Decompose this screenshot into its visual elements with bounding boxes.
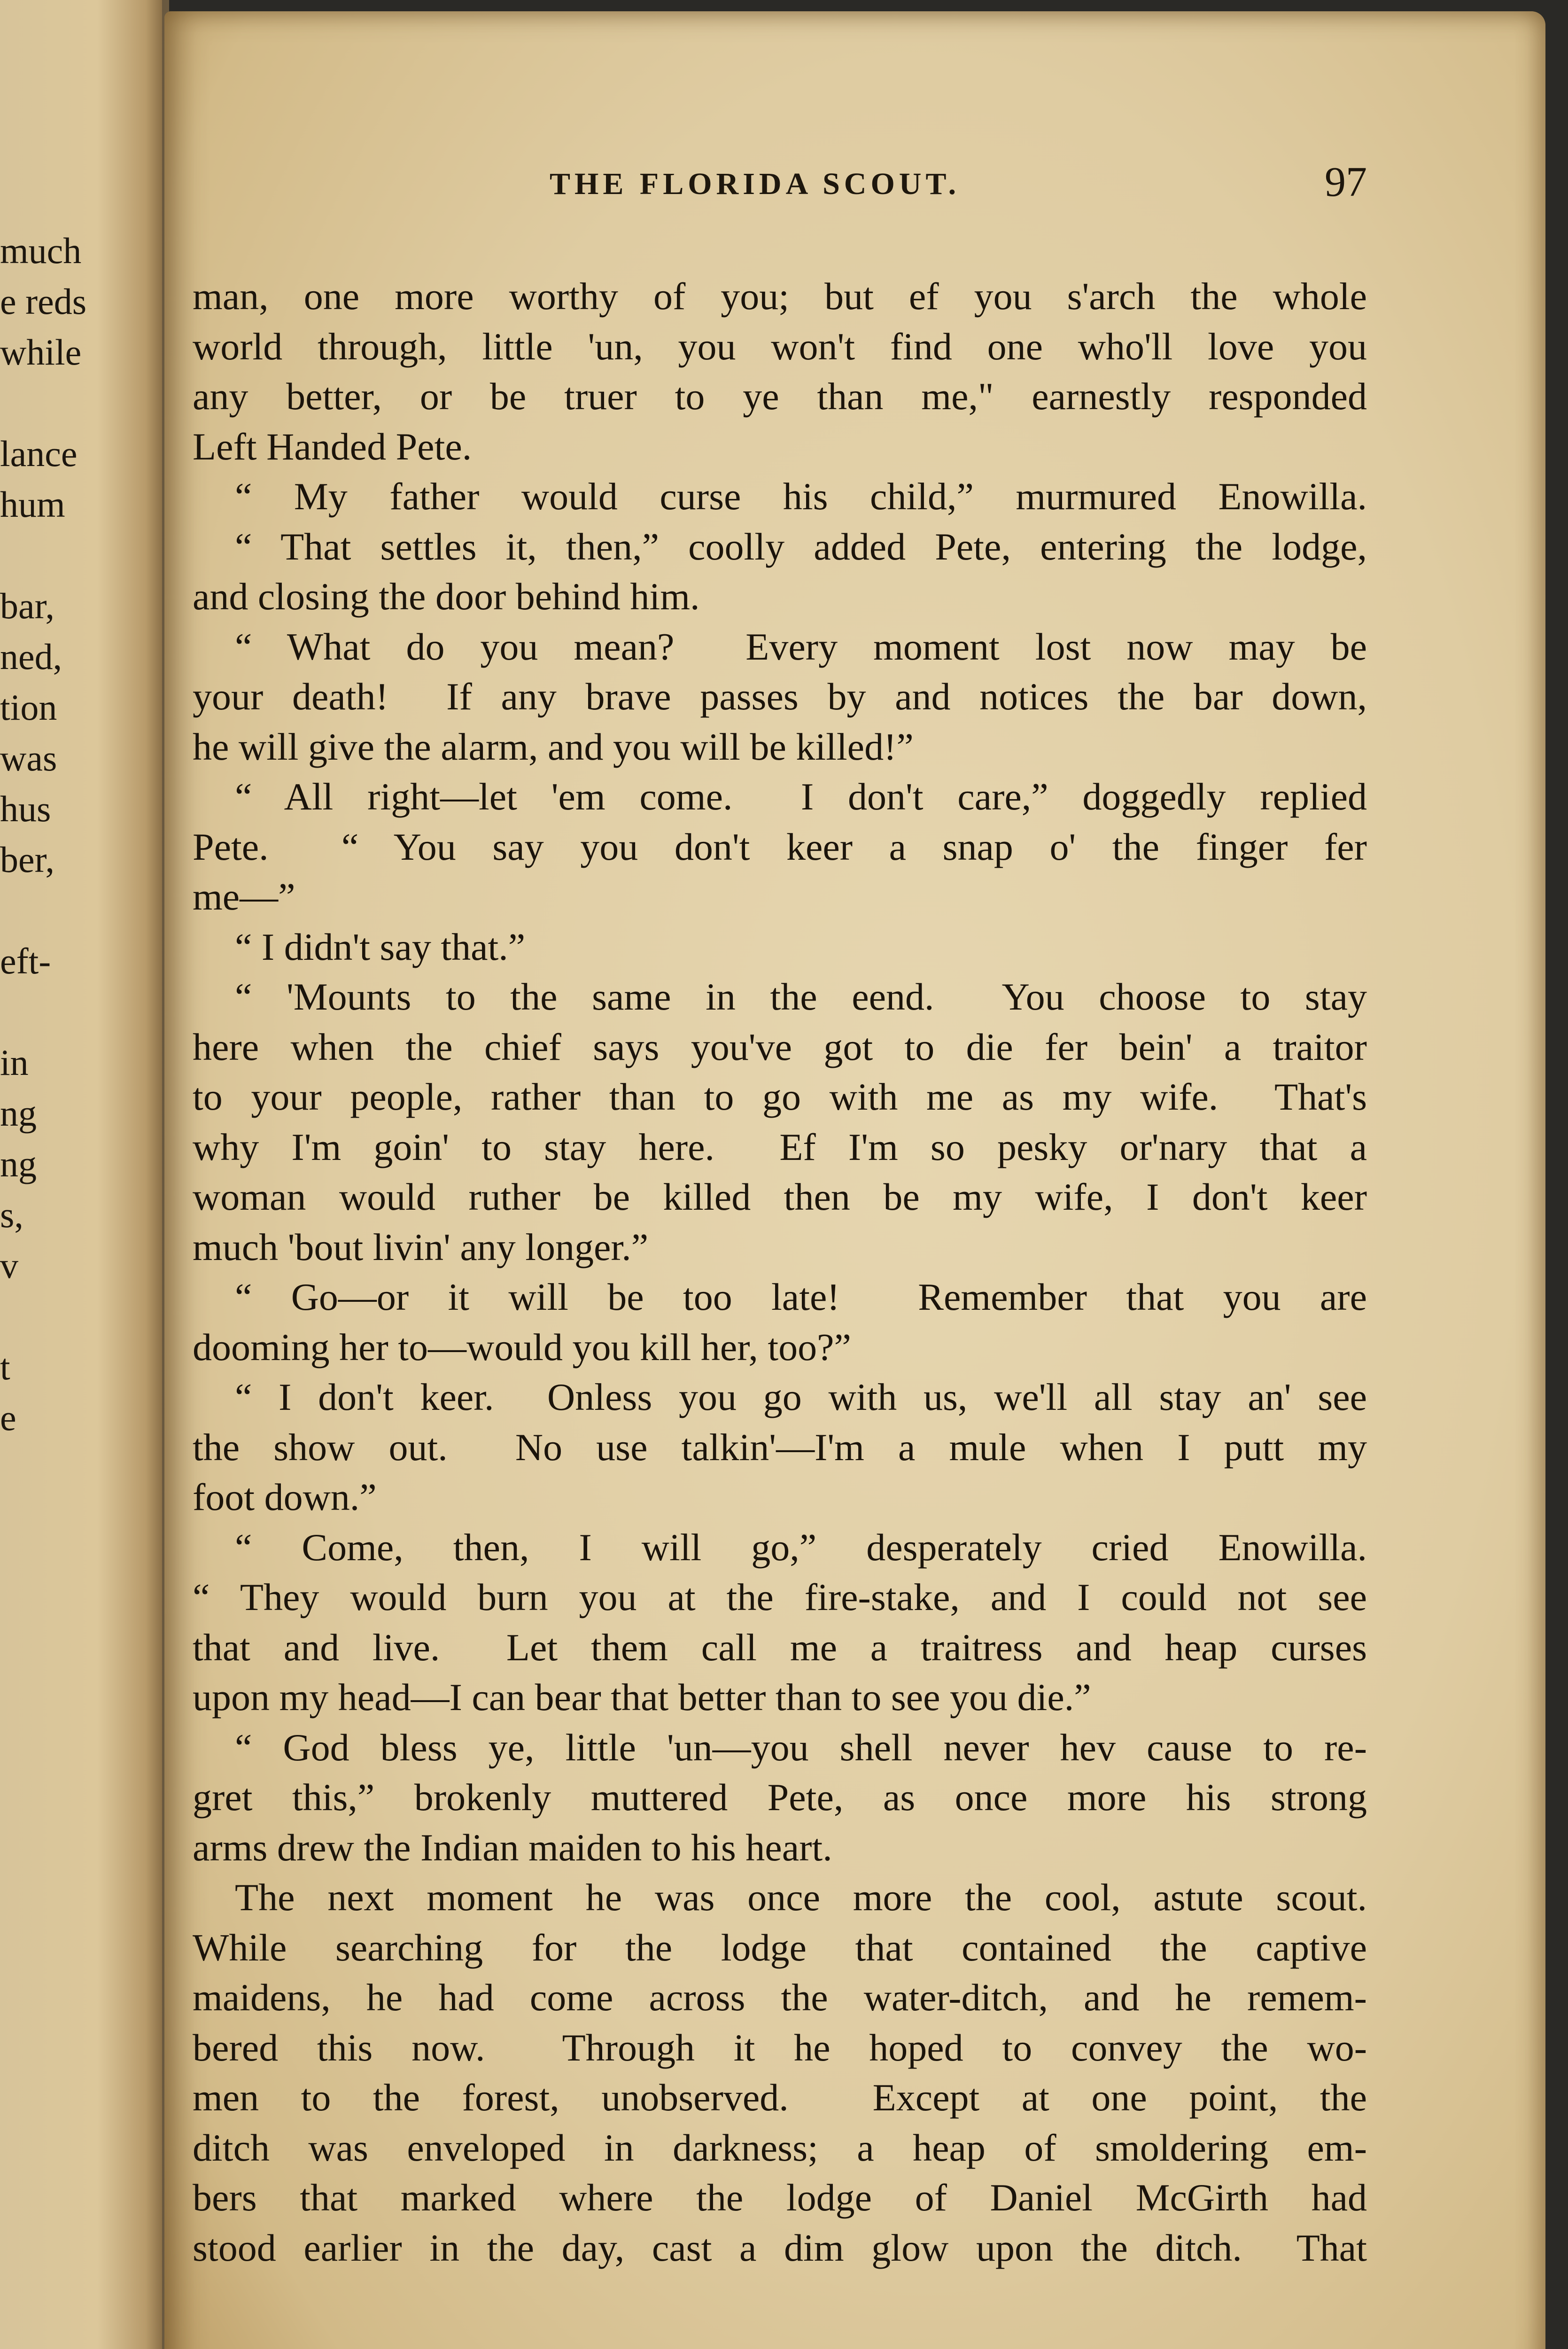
text-line: maidens, he had come across the water-ditch, and he remem- xyxy=(193,1976,1367,2019)
text-line: foot down.” xyxy=(193,1476,377,1518)
left-page-fragment: much xyxy=(0,230,82,271)
text-line: he will give the alarm, and you will be killed!” xyxy=(193,725,914,768)
text-line: “ My father would curse his child,” murmured Enowilla. xyxy=(235,475,1367,518)
left-page-fragment xyxy=(0,885,86,936)
text-line: ditch was enveloped in darkness; a heap of smoldering em- xyxy=(193,2126,1367,2169)
text-line: your death! If any brave passes by and notices the bar down, xyxy=(193,675,1367,718)
text-line: why I'm goin' to stay here. Ef I'm so pesky or'nary that a xyxy=(193,1126,1367,1168)
text-line: world through, little 'un, you won't find one who'll love you xyxy=(193,325,1367,368)
text-line: me—” xyxy=(193,875,295,918)
left-page-fragment: ng xyxy=(0,1093,37,1134)
left-page-fragment: lance xyxy=(0,433,78,474)
left-page-fragment: v xyxy=(0,1245,18,1286)
book-page xyxy=(164,11,1545,2349)
text-line: bers that marked where the lodge of Daniel McGirth had xyxy=(193,2176,1367,2219)
text-line: Left Handed Pete. xyxy=(193,425,472,468)
text-line: While searching for the lodge that contained the captive xyxy=(193,1926,1367,1969)
left-page-fragment: t xyxy=(0,1346,10,1387)
left-page-fragment: was xyxy=(0,738,57,778)
left-page-fragment: ng xyxy=(0,1143,37,1184)
text-line: “ They would burn you at the fire-stake, and I could not see xyxy=(193,1576,1367,1618)
text-line: man, one more worthy of you; but ef you s'arch the whole xyxy=(193,275,1367,318)
text-line: the show out. No use talkin'—I'm a mule when I putt my xyxy=(193,1426,1367,1469)
text-line: “ I didn't say that.” xyxy=(235,926,526,968)
text-line: “ I don't keer. Onless you go with us, we'll all stay an' see xyxy=(235,1376,1367,1418)
text-line: woman would ruther be killed then be my wife, I don't keer xyxy=(193,1175,1367,1218)
text-line: that and live. Let them call me a traitress and heap curses xyxy=(193,1626,1367,1669)
text-line: “ Come, then, I will go,” desperately cried Enowilla. xyxy=(235,1526,1367,1569)
text-line: Pete. “ You say you don't keer a snap o' the finger fer xyxy=(193,825,1367,868)
left-page-fragment: hum xyxy=(0,484,65,525)
text-line: men to the forest, unobserved. Except at one point, the xyxy=(193,2076,1367,2119)
text-line: arms drew the Indian maiden to his heart. xyxy=(193,1826,832,1869)
text-line: and closing the door behind him. xyxy=(193,575,700,618)
left-page-fragment: e reds xyxy=(0,281,87,322)
text-line: gret this,” brokenly muttered Pete, as once more his strong xyxy=(193,1776,1367,1819)
text-line: The next moment he was once more the cool, astute scout. xyxy=(235,1876,1367,1919)
left-page-fragment: e xyxy=(0,1397,16,1438)
left-page-fragment xyxy=(0,378,86,428)
left-page-fragment xyxy=(0,1291,86,1342)
left-page-fragment: eft- xyxy=(0,941,51,981)
page-number: 97 xyxy=(1325,159,1367,205)
left-page-fragment: in xyxy=(0,1042,29,1083)
text-line: “ That settles it, then,” coolly added Pete, entering the lodge, xyxy=(235,525,1367,568)
text-line: upon my head—I can bear that better than to see you die.” xyxy=(193,1676,1091,1719)
running-title: THE FLORIDA SCOUT. xyxy=(550,167,961,201)
text-line: “ What do you mean? Every moment lost now may be xyxy=(235,625,1367,668)
text-line: bered this now. Through it he hoped to convey the wo- xyxy=(193,2026,1367,2069)
text-line: dooming her to—would you kill her, too?” xyxy=(193,1326,851,1369)
left-page-fragment: s, xyxy=(0,1194,23,1235)
left-page-fragment: bar, xyxy=(0,585,54,626)
left-page-text-fragments xyxy=(0,226,86,1443)
text-line: “ 'Mounts to the same in the eend. You choose to stay xyxy=(235,975,1367,1018)
left-page-fragment: ber, xyxy=(0,839,54,880)
left-page-fragment: while xyxy=(0,332,82,373)
text-line: any better, or be truer to ye than me," earnestly responded xyxy=(193,375,1367,418)
text-line: stood earlier in the day, cast a dim glow upon the ditch. That xyxy=(193,2226,1367,2269)
text-line: “ Go—or it will be too late! Remember that you are xyxy=(235,1276,1367,1318)
left-page-fragment: ned, xyxy=(0,636,62,677)
left-page-fragment: hus xyxy=(0,788,51,829)
text-line: “ All right—let 'em come. I don't care,” doggedly replied xyxy=(235,775,1367,818)
left-page-fragment xyxy=(0,987,86,1037)
text-line: to your people, rather than to go with me as my wife. That's xyxy=(193,1075,1367,1118)
left-page-fragment xyxy=(0,530,86,581)
text-line: here when the chief says you've got to die fer bein' a traitor xyxy=(193,1026,1367,1068)
page-header xyxy=(164,159,1545,223)
text-line: much 'bout livin' any longer.” xyxy=(193,1226,649,1268)
left-page-fragment: tion xyxy=(0,687,57,728)
text-line: “ God bless ye, little 'un—you shell never hev cause to re- xyxy=(235,1726,1367,1769)
left-page-edge xyxy=(0,0,162,2349)
